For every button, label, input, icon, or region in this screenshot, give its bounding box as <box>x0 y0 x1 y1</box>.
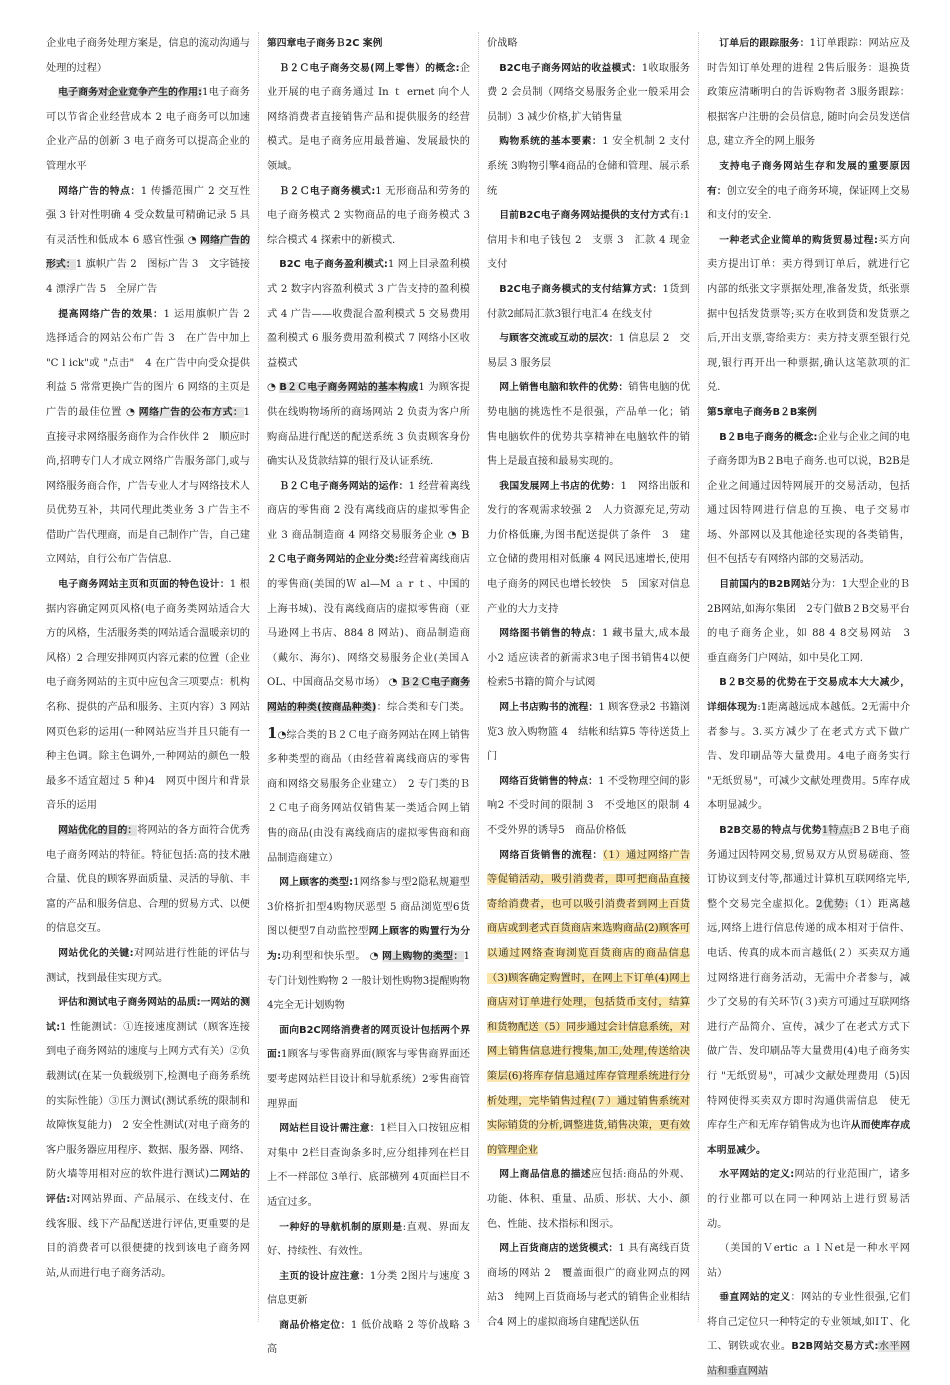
paragraph: 订单后的跟踪服务：1订单跟踪：网站应及时告知订单处理的进程 2售后服务：退换货政策应清晰明白的告诉购物者 3服务跟踪：根据客户注册的会员信息, 随时向会员发送信息, 建立齐全的网上服务 <box>707 38 911 148</box>
section-heading: B２Ｃ电子商务网站的基本构成 <box>279 382 419 394</box>
paragraph: 网络百货销售的特点：1 不受物理空间的影响2 不受时间的限制 3 不受地区的限制 4 不受外界的诱导5 商品价格低 <box>487 775 701 836</box>
marked-text: 水平网站和垂直网站 <box>707 1341 911 1378</box>
bullet-icon: ◔ <box>267 382 280 394</box>
section-heading: 提高网络广告的效果： <box>58 308 164 320</box>
paragraph: 提高网络广告的效果：1 运用旗帜广告 2 选择适合的网站公布广告 3 在广告中加上 "C l ick"或 "点击" 4 在广告中向受众提供利益 5 常常更换广告的图片 6 网络的主页是广告的最佳位置 ◔ 网络广告的公布方式：1 直接寻求网络服务商作为合作伙伴 2 顺应时尚,招聘专门人才成立网络广告服务部门,或与网络服务商合作，广告专业人才与网络技术人员优势互补，共同代理此类业务 3 广告主不借助广告代理商，而是自己制作广告，自己建立网站，自行公布广告信息. <box>46 308 251 566</box>
highlighted-text: （1）通过网络广告等促销活动，吸引消费者，即可把商品直接寄给消费者，也可以吸引消费者到网上百货商店或到老式百货商店来选购商品(2)顾客可以通过网络查询浏览百货商店的商品信息（3)顾客确定购置时，在网上下订单(4)网上商店对订单进行处理，包括货币支付，结算和货物配送（5）同步通过会计信息系统，对网上销售信息进行搜集,加工,处理,传送给决策层(6)将库存信息通过库存管理系统进行分析处理，完毕销售过程(７）通过销售系统对实际销货的分析,调整进货,销售决策，更有效的管理企业 <box>487 849 691 1156</box>
section-heading: 网络广告的形式： <box>46 234 250 271</box>
paragraph: 网上书店购书的流程：1 顾客登录2 书籍浏览3 放入购物篮 4 结帐和结算5 等待送货上门 <box>487 702 690 763</box>
section-heading: 垂直网站的定义 <box>719 1292 791 1304</box>
section-heading: 支持电子商务网站生存和发展的重要原因有： <box>707 160 910 197</box>
section-heading: 订单后的跟踪服务： <box>719 38 810 49</box>
paragraph: 一种好的导航机制的原则是:直观、界面友好、持续性、有效性。 <box>267 1221 470 1258</box>
document-page <box>38 32 921 1378</box>
section-heading: 网上顾客的购置行为分为: <box>267 926 470 962</box>
section-heading: 电子商务对企业竞争产生的作用: <box>58 87 202 99</box>
section-heading: 面向B2C网络消费者的网页设计包括两个界面: <box>267 1024 470 1061</box>
paragraph: 网上商品信息的描述应包括:商品的外观、功能、体积、重量、品质、形状、大小、颜色、性能、技术指标和图示。 <box>487 1169 690 1230</box>
bullet-icon: ◔ <box>122 406 139 418</box>
section-heading: 网上商品信息的描述 <box>499 1169 592 1181</box>
paragraph: 水平网站的定义:网站的行业范围广，诸多的行业都可以在同一种网站上进行贸易活动。 <box>707 1169 911 1230</box>
bullet-icon: ◔ <box>366 950 383 962</box>
paragraph: 网站优化的关键:对网站进行性能的评估与测试，找到最佳实现方式。 <box>46 947 251 984</box>
paragraph: Ｂ２Ｃ电子商务模式:1 无形商品和劳务的电子商务模式 2 实物商品的电子商务模式 3 综合模式 4 探索中的新模式. <box>267 185 470 246</box>
paragraph: 目前B2C电子商务网站提供的支付方式有:1 信用卡和电子钱包 2 支票 3 汇款 4 现金支付 <box>487 210 690 271</box>
section-heading: B２B交易的优势在于交易成本大大减少，详细体现为 <box>707 677 910 714</box>
column-3 <box>478 32 701 1328</box>
section-heading: 二网站的评估: <box>46 1169 250 1205</box>
section-heading: Ｂ２Ｃ电子商务模式: <box>279 185 376 197</box>
section-heading: 网上销售电脑和软件的优势： <box>499 382 629 394</box>
section-heading: 与顾客交流或互动的层次： <box>499 333 619 345</box>
section-heading: B２B电子商务的概念: <box>719 431 818 443</box>
section-heading: 网络广告的公布方式： <box>138 406 244 418</box>
bullet-icon: ◔ <box>277 729 287 741</box>
paragraph: 企业电子商务处理方案是，信息的流动沟通与处理的过程） <box>46 38 250 74</box>
emphasis-text: 从而使库存成本明显减少。 <box>707 1120 911 1156</box>
section-heading: 网络百货销售的特点： <box>499 775 599 787</box>
marked-text: 1特点: <box>821 825 853 836</box>
section-heading: B2B交易的特点与优势 <box>719 825 822 836</box>
column-1 <box>38 32 258 1322</box>
section-heading: 我国发展网上书店的优势： <box>499 480 621 492</box>
section-heading: 网络百货销售的流程： <box>499 849 603 861</box>
section-heading: 网络广告的特点： <box>58 185 141 197</box>
paragraph: B2C电子商务网站的收益模式：1收取服务费 2 会员制（网络交易服务企业一般采用会员制）3 减少价格,扩大销售量 <box>487 62 690 123</box>
section-heading: B2C 电子商务盈利模式: <box>279 259 388 271</box>
paragraph: 网络图书销售的特点：1 藏书量大,成本最小2 适应读者的新需求3电子图书销售4以便检索5书籍的简介与试阅 <box>487 628 690 689</box>
paragraph: Ｂ２Ｃ电子商务网站的运作：1 经营着离线商店的零售商 2 没有离线商店的虚拟零售企业 3 商品制造商 4 网络交易服务企业 ◔ Ｂ２Ｃ电子商务网站的企业分类:经营着离线商店的零售商(美国的Ｗ al—M ａ r ｔ、中国的上海书城)、没有离线商店的虚拟零售商（亚马逊网上书店、884 8 网站)、商品制造商（戴尔、海尔)、网络交易服务企业(美国Ａ OL、中国商品交易市场） ◔ Ｂ２Ｃ电子商务网站的种类(按商品种类)：综合类和专门类。1◔综合类的Ｂ２Ｃ电子商务网站在网上销售多种类型的商品（由经营着离线商店的零售商和网络交易服务企业建立） 2 专门类的Ｂ２Ｃ电子商务网站仅销售某一类适合网上销售的商品(由没有离线商店的虚拟零售商和商品制造商建立） <box>267 480 471 864</box>
section-heading: 评估和测试电子商务网站的品质:一网站的测试: <box>46 997 250 1033</box>
paragraph: 主页的设计应注意：1分类 2图片与速度 3信息更新 <box>267 1270 471 1307</box>
section-heading: 主页的设计应注意： <box>279 1270 370 1282</box>
section-heading: 网站优化的关键: <box>58 947 134 959</box>
paragraph: B２B交易的优势在于交易成本大大减少，详细体现为:1距离越远成本越低。2无需中介者参与。3.买方减少了在老式方式下做广告、发印刷品等大量费用。4电子商务实行 "无纸贸易"，可减少文献处理费用。5库存成本明显减少。 <box>707 677 911 812</box>
section-heading: 目前B2C电子商务网站提供的支付方式 <box>499 210 670 222</box>
section-heading: 网站栏目设计需注意： <box>279 1123 380 1135</box>
paragraph: B2C电子商务模式的支付结算方式：1货到付款2邮局汇款3银行电汇4 在线支付 <box>487 283 690 320</box>
section-heading: 水平网站的定义: <box>719 1169 795 1181</box>
paragraph <box>487 844 690 1164</box>
section-heading: 网上购物的类型： <box>382 950 464 962</box>
item-number: 1 <box>267 723 278 742</box>
paragraph: 垂直网站的定义：网站的专业性很强,它们将自己定位只一种特定的专业领域,如IＴ、化工、钢铁或农业。B2B网站交易方式:水平网站和垂直网站 <box>707 1292 911 1378</box>
chapter-heading: 第5章电子商务B２B案例 <box>707 406 817 418</box>
paragraph: 网上百货商店的送货模式：1 具有离线百货商场的网站 2 覆盖面很广的商业网点的网站3 纯网上百货商场与老式的销售企业相结合4 网上的虚拟商场自建配送队伍 <box>487 1243 690 1328</box>
paragraph: 网上顾客的类型:1网络参与型2隐私规避型3价格折扣型4购物厌恶型 5 商品浏览型6货图以便型7自动监控型网上顾客的购置行为分为:功利型和快乐型。 ◔ 网上购物的类型：1 专门计划性购物 2 一般计划性购物3提醒购物 4完全无计划购物 <box>267 877 471 1012</box>
section-heading: Ｂ２Ｃ电子商务网站的种类(按商品种类) <box>267 677 471 714</box>
section-heading: Ｂ２Ｃ电子商务网站的企业分类: <box>267 529 470 566</box>
paragraph: 我国发展网上书店的优势：1 网络出版和发行的客观需求较强 2 人力资源充足,劳动力价格低廉,为图书配送提供了条件 3 建立仓储的费用相对低廉 4 网民迅速增长,使用电子商务的网民也增长较快 5 国家对信息产业的大力支持 <box>487 480 691 615</box>
paragraph: B２B电子商务的概念:企业与企业之间的电子商务即为B２B电子商务.也可以说，B2B是企业之间通过因特网展开的交易活动，包括通过因特网进行信息的互换、电子交易市场、外部网以及其他途径实现的各类销售，但不包括专有网络内部的交易活动。 <box>707 431 910 566</box>
column-4 <box>698 32 921 1378</box>
section-heading: 购物系统的基本要素： <box>499 136 603 148</box>
paragraph: 面向B2C网络消费者的网页设计包括两个界面:1顾客与零售商界面(顾客与零售商界面还要考虑网站栏目设计和导航系统）2零售商管理界面 <box>267 1024 470 1110</box>
paragraph: 网上销售电脑和软件的优势：销售电脑的优势电脑的挑选性不是很强，产品单一化；销售电脑软件的优势共享精神在电脑软件的销售上是最直接和最易实现的。 <box>487 382 691 468</box>
chapter-heading: 第四章电子商务Ｂ2C 案例 <box>267 38 383 49</box>
paragraph: （美国的Ｖertic ａ l Ｎet是一种水平网站） <box>707 1243 910 1279</box>
section-heading: Ｂ２Ｃ电子商务网站的运作： <box>279 480 409 492</box>
paragraph: ◔ B２Ｃ电子商务网站的基本构成1 为顾客提供在线购物场所的商场网站 2 负责为客户所购商品进行配送的配送系统 3 负责顾客身份确实认及货款结算的银行及认证系统. <box>267 382 470 468</box>
section-heading: B2C电子商务网站的收益模式： <box>499 62 642 74</box>
paragraph: 目前国内的B2B网站分为：1大型企业的Ｂ2B网站,如海尔集团 2专门做B２B交易平台的电子商务企业，如 88 4 8交易网站 3 垂直商务门户网站，如中昊化工网. <box>707 579 921 664</box>
section-heading: 网上顾客的类型: <box>279 877 354 889</box>
section-heading: B2C电子商务模式的支付结算方式： <box>499 283 663 295</box>
bullet-icon: ◔ <box>443 529 461 541</box>
section-heading: 电子商务网站主页和页面的特色设计： <box>58 579 230 591</box>
paragraph: 评估和测试电子商务网站的品质:一网站的测试:1 性能测试：①连接速度测试（顾客连接到电子商务网站的速度与上网方式有关）②负载测试(在某一负载级别下,检测电子商务系统的实际性能）③压力测试(测试系统的限制和故障恢复能力) 2 安全性测试(对电子商务的客户服务器应用程序、数据、服务器、网络、防火墙等用相对应的软件进行测试)二网站的评估:对网站界面、产品展示、在线支付、在线客服、线下产品配送进行评估,更重要的是目的消费者可以很便捷的找到该电子商务网站,从而进行电子商务活动。 <box>46 997 250 1279</box>
paragraph: 电子商务网站主页和页面的特色设计：1 根据内容确定网页风格(电子商务类网站适合大方的风格，生活服务类的网站适合温暖亲切的风格）2 合理安排网页内容元素的位置（企业电子商务网站的主页中应包含三项要点：机构名称、提供的产品和服务、主页内容）3 网站网页色彩的运用(一种网站应当并且只能有一种主色调。除主色调外,一种网站的颜色一般最多不适宜超过 5 种)4 网页中图片和背景音乐的运用 <box>46 579 250 812</box>
paragraph: 电子商务对企业竞争产生的作用:1电子商务可以节省企业经营成本 2 电子商务可以加速企业产品的创新 3 电子商务可以提高企业的管理水平 <box>46 87 250 172</box>
column-2 <box>258 32 478 1356</box>
paragraph: 一种老式企业简单的购货贸易过程:买方向卖方提出订单：卖方得到订单后，就进行它内部的纸张文字票据处理,准备发货，纸张票据中包括发货票等;买方在收到货和发货票之后,开出支票,寄给卖方：卖方持支票至银行兑现,银行再开出一种票据,确认这笔款项的汇兑. <box>707 234 911 394</box>
paragraph: 商品价格定位：1 低价战略 2 等价战略 3 高 <box>267 1319 471 1356</box>
section-heading: 一种好的导航机制的原则是 <box>279 1221 403 1233</box>
section-heading: 网上书店购书的流程： <box>499 702 599 714</box>
paragraph: 支持电子商务网站生存和发展的重要原因有：创立安全的电子商务环境，保证网上交易和支付的安全. <box>707 160 911 222</box>
section-heading: 网上百货商店的送货模式： <box>499 1243 619 1255</box>
paragraph: 网站优化的目的：将网站的各方面符合优秀电子商务网站的特征。特征包括:高的技术融合量、优良的顾客界面质量、灵活的导航、丰富的产品和服务信息、合理的贸易方式、以便的信息交互。 <box>46 825 251 935</box>
marked-text: 2优势: <box>815 898 849 910</box>
paragraph: 网络广告的特点：1 传播范围广 2 交互性强 3 针对性明确 4 受众数量可精确记录 5 具有灵活性和低成本 6 感官性强 ◔ 网络广告的形式：1 旗帜广告 2 图标广告 3 文字链接 4 漂浮广告 5 全屏广告 <box>46 185 250 295</box>
section-heading: 目前国内的B2B网站 <box>719 579 811 591</box>
paragraph: Ｂ２Ｃ电子商务交易(网上零售）的概念:企业开展的电子商务通过 In ｔ ernet 向个人网络消费者直接销售产品和提供服务的经营模式。是电子商务应用最普遍、发展最快的领域。 <box>267 62 470 172</box>
section-heading: 商品价格定位： <box>279 1319 351 1331</box>
section-heading: B2B网站交易方式: <box>791 1341 879 1353</box>
section-heading: 网站优化的目的： <box>58 825 138 836</box>
bullet-icon: ◔ <box>184 234 201 246</box>
section-heading: 一种老式企业简单的购货贸易过程: <box>719 234 878 246</box>
paragraph: 与顾客交流或互动的层次：1 信息层 2 交易层 3 服务层 <box>487 333 690 369</box>
paragraph: 网站栏目设计需注意：1栏目入口按钮应相对集中 2栏目查询条多时,应分组排列在栏目上不一样部位 3单行、底部横列 4页面栏目不适宜过多。 <box>267 1123 471 1208</box>
bullet-icon: ◔ <box>385 677 401 689</box>
paragraph: 购物系统的基本要素：1 安全机制 2 支付系统 3购物引擎4商品的仓储和管理、展示系统 <box>487 136 690 197</box>
section-heading: Ｂ２Ｃ电子商务交易(网上零售）的概念: <box>279 62 460 74</box>
paragraph: B2B交易的特点与优势1特点:B２B电子商务通过因特网交易,贸易双方从贸易磋商、签订协议到支付等,都通过计算机互联网络完毕,整个交易完全虚拟化。2优势:（1）距离越远,网络上进行信息传递的成本相对于信件、电话、传真的成本而言越低(２）买卖双方通过网络进行商务活动，无需中介者参与，减少了交易的有关环节(３)卖方可通过互联网络进行产品简介、宣传，减少了在老式方式下做广告、发印刷品等大量费用(4)电子商务实行 "无纸贸易"，可减少文献处理费用（5)因特网使得买卖双方即时沟通供需信息 使无库存生产和无库存销售成为也许从而使库存成本明显减少。 <box>707 825 911 1156</box>
paragraph: B2C 电子商务盈利模式:1 网上目录盈利模式 2 数字内容盈利模式 3 广告支持的盈利模式 4 广告——收费混合盈利模式 5 交易费用盈利模式 6 服务费用盈利模式 7 网络小区收益模式 <box>267 259 470 369</box>
paragraph: 价战略 <box>487 38 518 49</box>
section-heading: 网络图书销售的特点： <box>499 628 602 640</box>
